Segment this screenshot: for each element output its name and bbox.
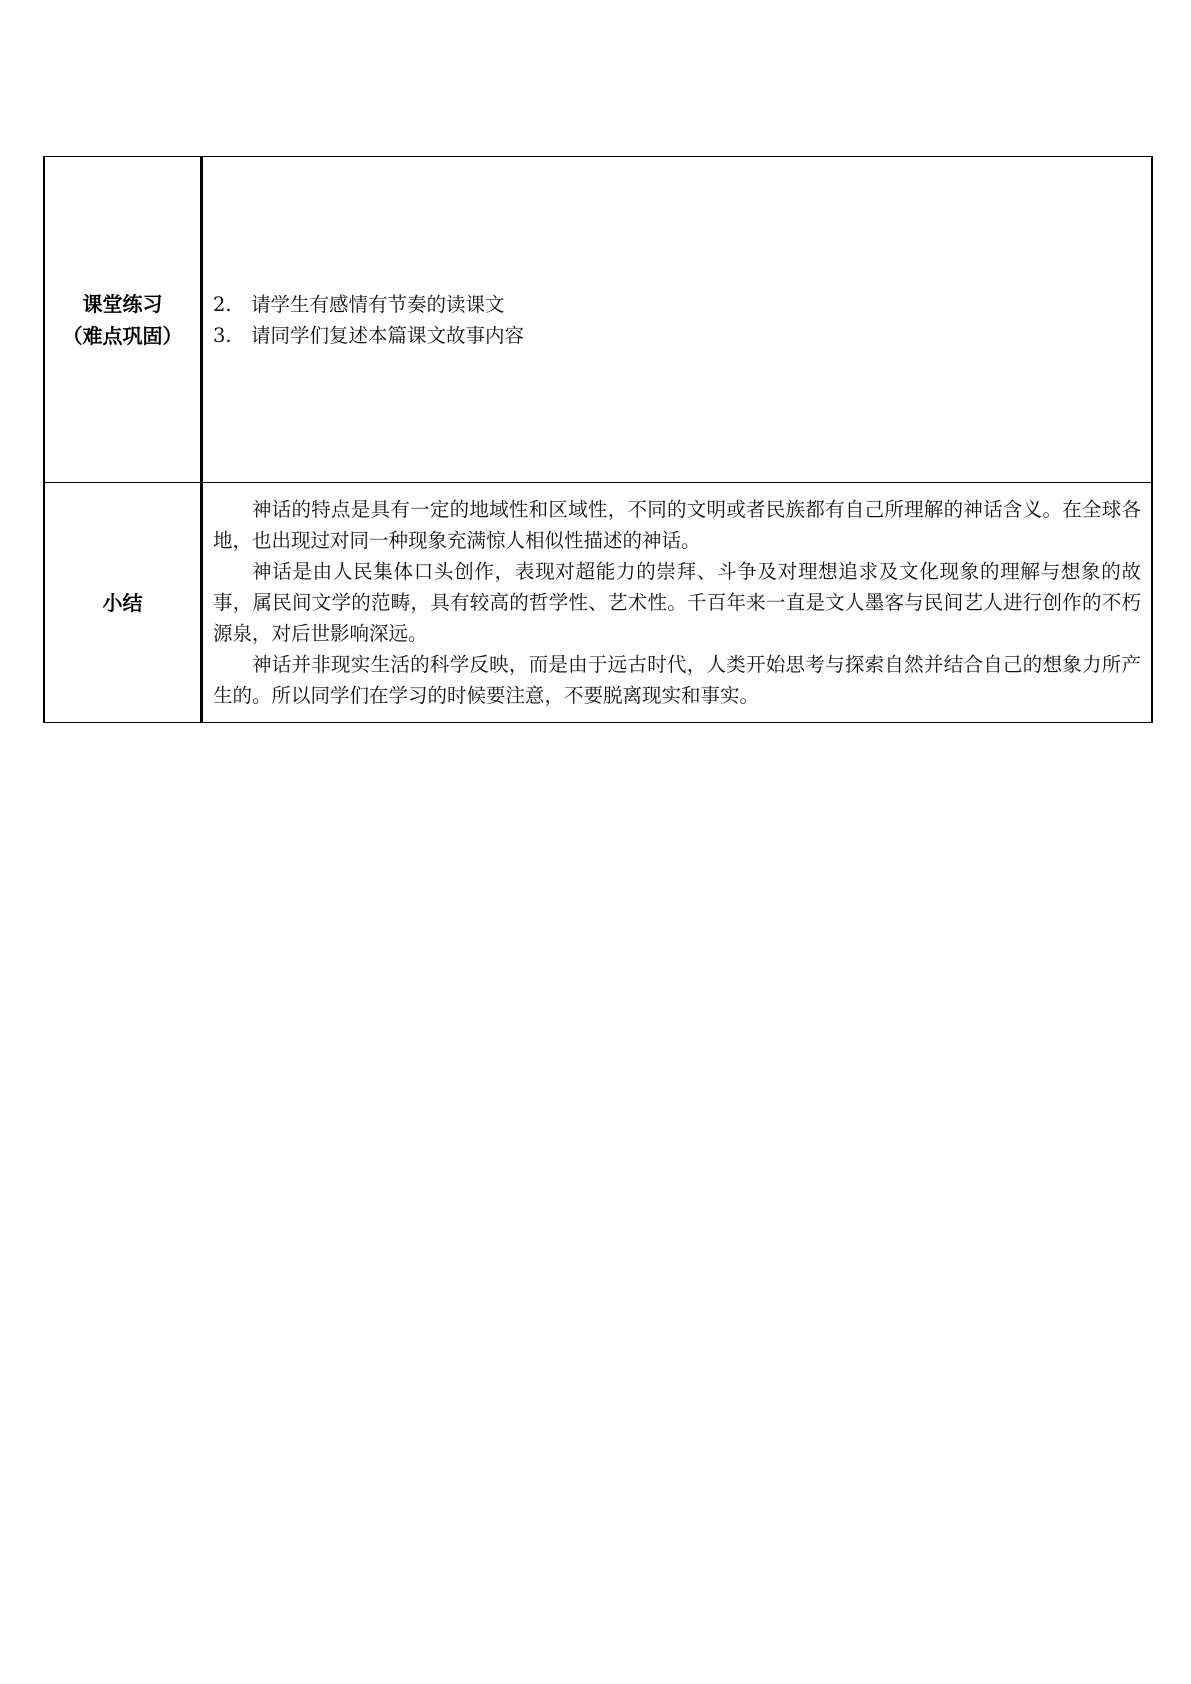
summary-label: 小结 (102, 590, 143, 615)
practice-item (213, 320, 1141, 351)
summary-paragraph: 神话的特点是具有一定的地域性和区域性，不同的文明或者民族都有自己所理解的神话含义。在全球各地，也出现过对同一种现象充满惊人相似性描述的神话。 (213, 498, 1141, 552)
practice-item-number: 3. (213, 323, 232, 347)
practice-content-cell (202, 157, 1153, 483)
practice-label-subtitle: （难点巩固） (62, 323, 183, 348)
lesson-plan-table (43, 156, 1153, 723)
summary-paragraph: 神话是由人民集体口头创作，表现对超能力的崇拜、斗争及对理想追求及文化现象的理解与想象的故事，属民间文学的范畴，具有较高的哲学性、艺术性。千百年来一直是文人墨客与民间艺人进行创作的不朽源泉，对后世影响深远。 (213, 560, 1141, 645)
practice-item-number: 2. (213, 292, 232, 316)
practice-item (213, 289, 1141, 320)
practice-label-cell (44, 157, 202, 483)
summary-content-cell (202, 483, 1153, 723)
summary-label-cell (44, 483, 202, 723)
practice-item-text: 请同学们复述本篇课文故事内容 (251, 323, 525, 347)
summary-row (44, 483, 1152, 723)
practice-label-title: 课堂练习 (82, 291, 163, 316)
practice-item-text: 请学生有感情有节奏的读课文 (251, 292, 505, 316)
summary-paragraph: 神话并非现实生活的科学反映，而是由于远古时代，人类开始思考与探索自然并结合自己的想象力所产生的。所以同学们在学习的时候要注意，不要脱离现实和事实。 (213, 653, 1141, 707)
practice-row (44, 157, 1152, 483)
